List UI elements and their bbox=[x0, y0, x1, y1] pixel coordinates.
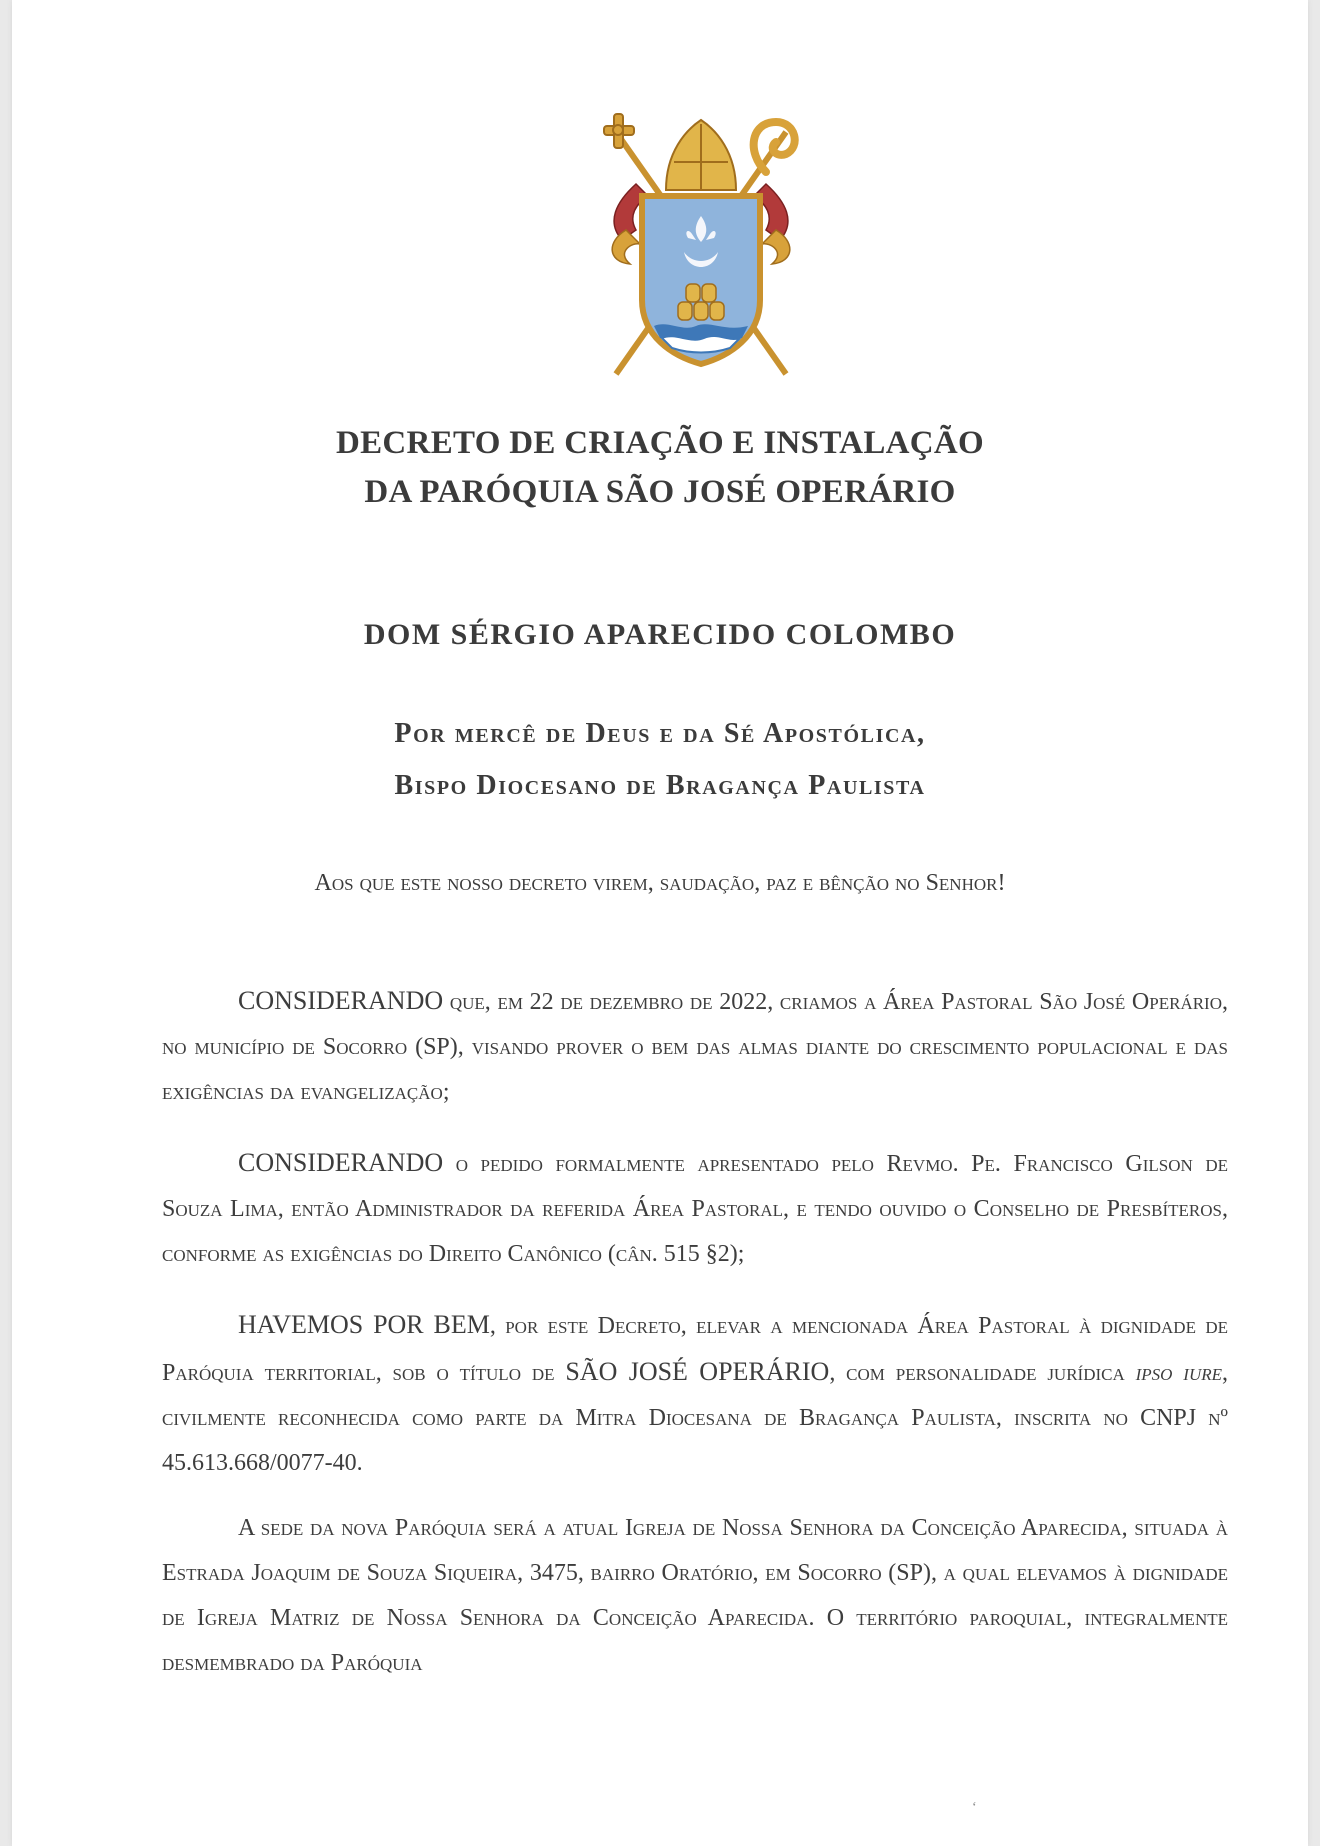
paragraph-lead: HAVEMOS POR BEM bbox=[238, 1310, 490, 1339]
scan-speck: ‘ bbox=[972, 1800, 977, 1815]
paragraph-text: , por este Decreto, elevar a mencionada Área Pastoral à dignidade de Paróquia territorial, sob o título de bbox=[162, 1313, 1228, 1386]
decree-title-line-2: DA PARÓQUIA SÃO JOSÉ OPERÁRIO bbox=[364, 474, 956, 510]
coat-of-arms-icon bbox=[596, 112, 806, 380]
paragraph-lead: CONSIDERANDO bbox=[238, 986, 444, 1015]
paragraph-lead: CONSIDERANDO bbox=[238, 1148, 444, 1177]
paragraph-text: A sede da nova Paróquia será a atual Igreja de Nossa Senhora da Conceição Aparecida, situada à Estrada Joaquim de Souza Siqueira, 3475, bairro Oratório, em Socorro (SP), a qual elevamos à dignidade de Igreja Matriz de Nossa Senhora da Conceição Aparecida. O território paroquial, integralmente desmembrado da Paróquia bbox=[162, 1515, 1228, 1676]
paragraph-text: , com personalidade jurídica bbox=[829, 1360, 1136, 1386]
paragraph-considerando-2 bbox=[162, 1140, 1228, 1277]
paragraph-text: , civilmente reconhecida como parte da Mitra Diocesana de Bragança Paulista, inscrita no CNPJ nº 45.613.668/0077-40. bbox=[162, 1360, 1229, 1476]
latin-phrase: ipso iure bbox=[1135, 1360, 1223, 1386]
paragraph-text: que, em 22 de dezembro de 2022, criamos a Área Pastoral São José Operário, no município de Socorro (SP), visando prover o bem das almas diante do crescimento populacional e das exigências da evangelização; bbox=[162, 989, 1228, 1105]
paragraph-havemos-por-bem bbox=[162, 1302, 1228, 1486]
bishop-subtitle-line-2: Bispo Diocesano de Bragança Paulista bbox=[394, 770, 926, 801]
paragraph-sede bbox=[162, 1506, 1228, 1686]
parish-title-highlight: SÃO JOSÉ OPERÁRIO bbox=[565, 1357, 830, 1386]
greeting: Aos que este nosso decreto virem, saudação, paz e bênção no Senhor! bbox=[314, 870, 1006, 896]
paragraph-considerando-1 bbox=[162, 978, 1228, 1115]
bishop-subtitle-line-1: Por mercê de Deus e da Sé Apostólica, bbox=[394, 718, 926, 749]
paragraph-text: o pedido formalmente apresentado pelo Revmo. Pe. Francisco Gilson de Souza Lima, então Administrador da referida Área Pastoral, e tendo ouvido o Conselho de Presbíteros, conforme as exigências do Direito Canônico (cân. 515 §2); bbox=[162, 1151, 1228, 1267]
bishop-name: DOM SÉRGIO APARECIDO COLOMBO bbox=[363, 618, 957, 651]
document-page bbox=[12, 0, 1308, 1846]
decree-title-line-1: DECRETO DE CRIAÇÃO E INSTALAÇÃO bbox=[335, 425, 984, 461]
